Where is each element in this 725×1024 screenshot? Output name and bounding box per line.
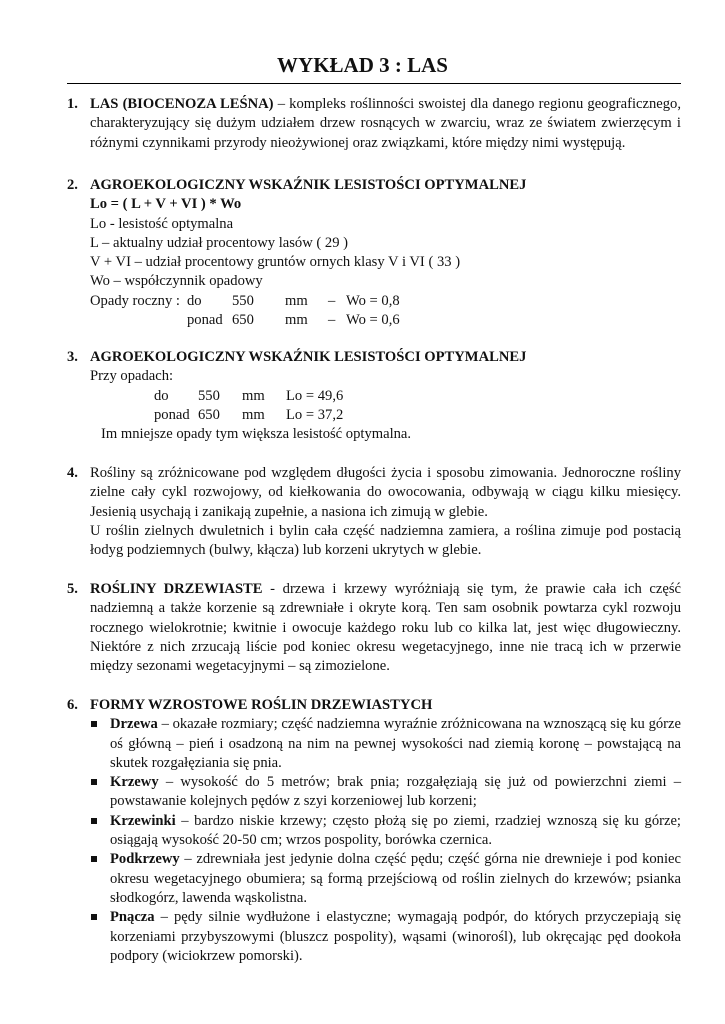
list-item (67, 908, 681, 966)
term-las: LAS (BIOCENOZA LEŚNA) (90, 96, 274, 112)
unit: mm (285, 292, 308, 309)
section-2 (67, 176, 681, 330)
item-term: Drzewa (110, 716, 158, 733)
section-6 (67, 696, 681, 966)
item-term: Podkrzewy (110, 851, 180, 868)
range-value: 650 (198, 406, 220, 423)
result: Lo = 49,6 (286, 387, 344, 404)
lo-row (90, 387, 681, 406)
section-number: 2. (67, 177, 78, 193)
range-value: 550 (198, 387, 220, 404)
section-4 (67, 464, 681, 560)
range-word: do (154, 387, 169, 404)
list-item (67, 812, 681, 851)
range-word: ponad (154, 406, 190, 423)
title-divider (67, 83, 681, 84)
range-word: do (187, 292, 202, 309)
bullet-icon (91, 856, 97, 862)
item-text: – pędy silnie wydłużone i elastyczne; wymagają podpór, do których przyczepiają się korzeniami przybyszowymi (bluszcz pospolity), wąsami (winorośl), lub okręcając pęd dookoła podpory (wiciokrzew pomorski). (110, 909, 681, 964)
definition-text: - drzewa i krzewy wyróżniają się tym, że prawie cała ich część nadziemną a także korzenie są zdrewniałe i okryte korą. Ten sam osobnik powtarza cykl rozwoju rocznego wielokrotnie; kwitnie i owocuje każdego roku lub co kilka lat, jest więc długowieczny. Niektóre z nich zrzucają liście pod koniec okresu wegetacyjnego, inne nie tracą ich w przerwie między sezonami wegetacyjnymi – są zimozielone. (90, 581, 681, 675)
page-title: WYKŁAD 3 : LAS (277, 53, 448, 77)
list-item (67, 773, 681, 812)
bullet-icon (91, 818, 97, 824)
bullet-icon (91, 914, 97, 920)
item-term: Krzewinki (110, 812, 176, 829)
section-number: 4. (67, 465, 78, 481)
growth-forms-list (67, 715, 681, 966)
section-heading: AGROEKOLOGICZNY WSKAŹNIK LESISTOŚCI OPTYMALNEJ (90, 177, 527, 193)
section-5 (67, 580, 681, 676)
section-1-paragraph (90, 95, 681, 153)
legend-line: V + VI – udział procentowy gruntów ornych klasy V i VI ( 33 ) (90, 254, 461, 271)
note: Im mniejsze opady tym większa lesistość optymalna. (101, 426, 412, 443)
result: Lo = 37,2 (286, 406, 344, 423)
range-word: ponad (187, 312, 223, 329)
list-item (67, 850, 681, 908)
dash: – (328, 312, 336, 329)
item-term: Pnącza (110, 909, 155, 926)
opady-row (90, 292, 681, 311)
definition-text: – kompleks roślinności swoistej dla danego regionu geograficznego, charakteryzujący się dużym udziałem drzew rosnących w zwarciu, wraz ze światem zwierzęcym i różnymi czynnikami przyrody nieożywionej oraz związkami, które między nimi występują. (90, 96, 682, 151)
unit: mm (242, 387, 265, 404)
opady-label: Opady roczny : (90, 292, 180, 309)
result: Wo = 0,8 (346, 292, 400, 309)
unit: mm (285, 312, 308, 329)
lo-row (90, 406, 681, 425)
item-text: – wysokość do 5 metrów; brak pnia; rozgałęziają się już od powierzchni ziemi – powstawanie kolejnych pędów z szyi korzeniowej lub korzeni; (110, 774, 681, 810)
item-term: Krzewy (110, 774, 159, 791)
legend-line: Lo - lesistość optymalna (90, 215, 234, 232)
range-value: 650 (232, 312, 254, 329)
item-text: – zdrewniała jest jedynie dolna część pędu; część górna nie drewnieje i pod koniec okresu wegetacyjnego obumiera; są formą przejściową od roślin zielnych do krzewów; psianka słodkogórz, lawenda wąskolistna. (110, 851, 681, 906)
section-heading: FORMY WZROSTOWE ROŚLIN DRZEWIASTYCH (90, 697, 433, 713)
section-1 (67, 95, 681, 153)
item-text: – bardzo niskie krzewy; często płożą się po ziemi, rzadziej wznoszą się ku górze; osiągają wysokość 20-50 cm; wrzos pospolity, borówka czernica. (110, 812, 681, 849)
section-number: 6. (67, 697, 78, 713)
legend-line: Wo – współczynnik opadowy (90, 273, 263, 290)
legend-line: L – aktualny udział procentowy lasów ( 29 ) (90, 234, 349, 251)
bullet-icon (91, 721, 97, 727)
term-rosliny-drzewiaste: ROŚLINY DRZEWIASTE (90, 581, 263, 597)
opady-row (90, 311, 681, 330)
item-text: – okazałe rozmiary; część nadziemna wyraźnie zróżnicowana na wznoszącą się ku górze oś główną – pień i osadzoną na nim na pewnej wysokości nad ziemią koronę – powstającą na skutek rozgałęziania się pnia. (110, 716, 681, 771)
bullet-icon (91, 779, 97, 785)
section-5-paragraph (90, 580, 681, 676)
formula: Lo = ( L + V + VI ) * Wo (90, 196, 242, 213)
list-item (67, 715, 681, 773)
section-heading: AGROEKOLOGICZNY WSKAŹNIK LESISTOŚCI OPTYMALNEJ (90, 349, 527, 365)
unit: mm (242, 406, 265, 423)
dash: – (328, 292, 336, 309)
range-value: 550 (232, 292, 254, 309)
result: Wo = 0,6 (346, 312, 400, 329)
section-3 (67, 348, 681, 444)
section-number: 1. (67, 96, 78, 112)
section-number: 5. (67, 581, 78, 597)
paragraph: Rośliny są zróżnicowane pod względem długości życia i sposobu zimowania. Jednoroczne rośliny zielne cały cykl rozwojowy, od kiełkowania do owocowania, odbywają w ciągu kilku miesięcy. Jesienią usychają i zanikają zupełnie, a nasiona ich zimują w glebie. (90, 465, 681, 520)
opady-label: Przy opadach: (90, 368, 174, 385)
section-number: 3. (67, 349, 78, 365)
paragraph: U roślin zielnych dwuletnich i bylin cała część nadziemna zamiera, a roślina zimuje pod postacią łodyg podziemnych (bulwy, kłącza) lub korzeni ukrytych w glebie. (90, 522, 681, 559)
